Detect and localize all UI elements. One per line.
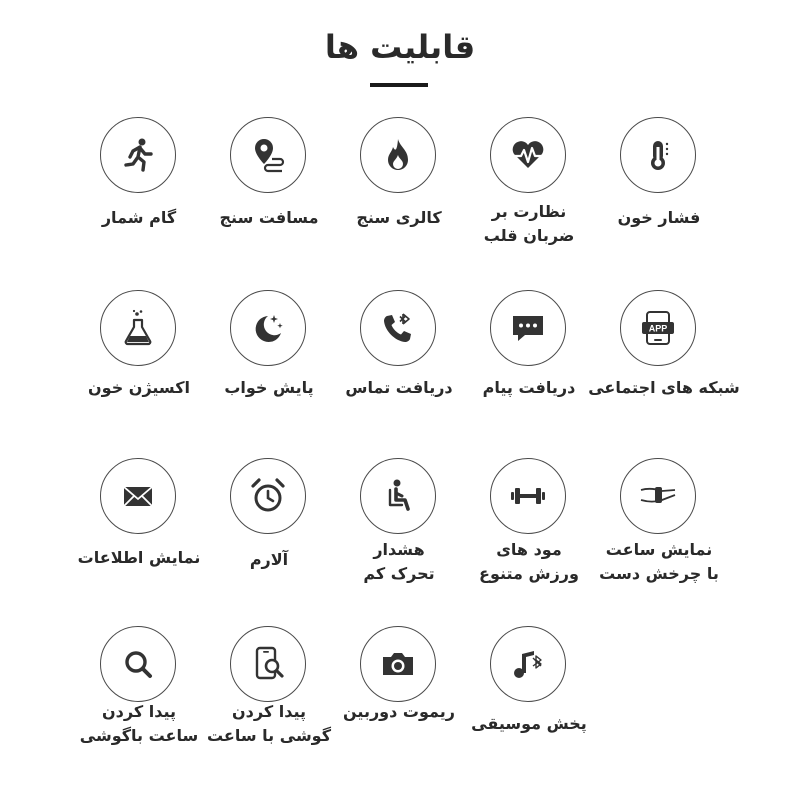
thermometer-icon bbox=[620, 117, 696, 193]
wrist-raise-icon bbox=[620, 458, 696, 534]
find-watch-icon bbox=[100, 626, 176, 702]
music-bluetooth-icon bbox=[490, 626, 566, 702]
feature-label-blood-oxygen: اکسیژن خون bbox=[88, 378, 190, 397]
alarm-clock-icon bbox=[230, 458, 306, 534]
feature-label-raise-to-wake: نمایش ساعت با چرخش دست bbox=[599, 540, 719, 583]
message-bubble-icon bbox=[490, 290, 566, 366]
feature-label-sedentary-alert: هشدار تحرک کم bbox=[363, 540, 435, 583]
feature-label-alarm: آلارم bbox=[249, 550, 289, 569]
feature-label-music-player: پخش موسیقی bbox=[471, 714, 587, 733]
feature-label-sleep: پایش خواب bbox=[224, 378, 314, 397]
flame-icon bbox=[360, 117, 436, 193]
feature-label-find-watch: پیدا کردن ساعت باگوشی bbox=[79, 702, 199, 745]
sitting-person-icon bbox=[360, 458, 436, 534]
dumbbell-icon bbox=[490, 458, 566, 534]
feature-label-heart-rate: نظارت بر ضربان قلب bbox=[483, 202, 575, 245]
find-phone-icon bbox=[230, 626, 306, 702]
feature-label-sport-modes: مود های ورزش متنوع bbox=[479, 540, 579, 583]
feature-label-social-networks: شبکه های اجتماعی bbox=[588, 378, 740, 397]
feature-label-camera-remote: ریموت دوربین bbox=[343, 702, 455, 721]
title-underline bbox=[370, 83, 428, 87]
feature-label-steps: گام شمار bbox=[101, 208, 177, 227]
feature-label-notifications: نمایش اطلاعات bbox=[77, 548, 201, 567]
feature-label-receive-message: دریافت پیام bbox=[482, 378, 576, 397]
moon-stars-icon bbox=[230, 290, 306, 366]
svg-text:APP: APP bbox=[648, 323, 668, 334]
running-man-icon bbox=[100, 117, 176, 193]
flask-icon bbox=[100, 290, 176, 366]
camera-icon bbox=[360, 626, 436, 702]
feature-label-receive-call: دریافت تماس bbox=[345, 378, 453, 397]
heart-rate-icon bbox=[490, 117, 566, 193]
page-title: قابلیت ها bbox=[324, 28, 476, 66]
location-distance-icon bbox=[230, 117, 306, 193]
app-icon bbox=[620, 290, 696, 366]
feature-label-distance: مسافت سنج bbox=[219, 208, 319, 227]
feature-label-find-phone: پیدا کردن گوشی با ساعت bbox=[206, 702, 332, 745]
feature-label-calorie: کالری سنج bbox=[356, 208, 442, 227]
bluetooth-call-icon bbox=[360, 290, 436, 366]
envelope-icon bbox=[100, 458, 176, 534]
feature-label-blood-pressure: فشار خون bbox=[617, 208, 701, 227]
